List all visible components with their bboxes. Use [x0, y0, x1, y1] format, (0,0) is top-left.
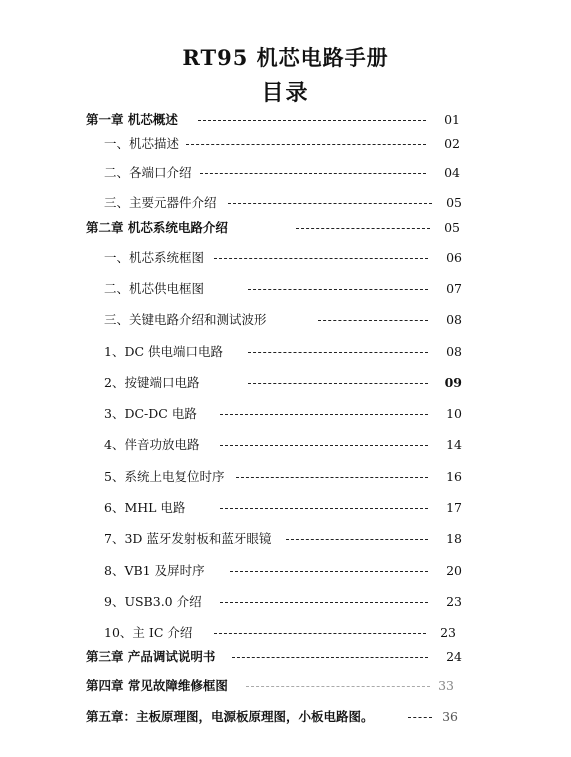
toc-entry-label: 4、伴音功放电路	[104, 437, 200, 452]
toc-page-number: 33	[438, 678, 454, 693]
toc-leader-dots	[236, 477, 428, 478]
toc-page-number: 05	[446, 195, 462, 210]
toc-entry-label: 二、各端口介绍	[104, 165, 192, 180]
toc-leader-dots	[214, 258, 428, 259]
toc-heading: 目录	[261, 80, 310, 106]
toc-entry-label: 6、MHL 电路	[104, 500, 186, 515]
toc-leader-dots	[246, 686, 430, 687]
toc-leader-dots	[230, 571, 428, 572]
toc-entry-label: 二、机芯供电框图	[104, 281, 205, 296]
document-title: RT95 机芯电路手册	[182, 45, 389, 70]
toc-entry-label: 第五章：主板原理图，电源板原理图，小板电路图。	[86, 709, 374, 724]
toc-page-number: 16	[446, 469, 462, 484]
toc-leader-dots	[286, 539, 428, 540]
toc-leader-dots	[200, 173, 426, 174]
toc-leader-dots	[220, 508, 428, 509]
toc-entry-label: 一、机芯系统框图	[104, 250, 205, 265]
toc-leader-dots	[248, 383, 428, 384]
toc-leader-dots	[186, 144, 426, 145]
toc-page-number: 17	[446, 500, 462, 515]
toc-leader-dots	[296, 228, 430, 229]
toc-page-number: 07	[446, 281, 462, 296]
toc-leader-dots	[220, 414, 428, 415]
toc-page-number: 08	[446, 312, 462, 327]
toc-entry-label: 8、VB1 及屏时序	[104, 563, 205, 578]
toc-entry-label: 5、系统上电复位时序	[104, 469, 225, 484]
toc-leader-dots	[228, 203, 432, 204]
toc-leader-dots	[220, 602, 428, 603]
toc-page-number: 23	[440, 625, 456, 640]
toc-leader-dots	[214, 633, 426, 634]
toc-page-number: 09	[444, 375, 462, 390]
toc-entry-label: 一、机芯描述	[104, 136, 180, 151]
toc-page-number: 01	[444, 112, 460, 127]
toc-page-number: 36	[442, 709, 458, 724]
toc-leader-dots	[220, 445, 428, 446]
toc-entry-label: 第三章 产品调试说明书	[86, 649, 216, 664]
toc-entry-label: 三、主要元器件介绍	[104, 195, 217, 210]
toc-page-number: 10	[446, 406, 462, 421]
toc-leader-dots	[318, 320, 428, 321]
toc-page-number: 20	[446, 563, 462, 578]
toc-leader-dots	[232, 657, 428, 658]
toc-entry-label: 1、DC 供电端口电路	[104, 344, 224, 359]
toc-page-number: 23	[446, 594, 462, 609]
toc-page-number: 02	[444, 136, 460, 151]
toc-page-number: 14	[446, 437, 462, 452]
toc-page-number: 24	[446, 649, 462, 664]
toc-entry-label: 9、USB3.0 介绍	[104, 594, 202, 609]
toc-page-number: 04	[444, 165, 460, 180]
toc-leader-dots	[248, 289, 428, 290]
toc-page-number: 05	[444, 220, 460, 235]
toc-page-number: 06	[446, 250, 462, 265]
toc-entry-label: 3、DC-DC 电路	[104, 406, 197, 421]
toc-entry-label: 第二章 机芯系统电路介绍	[86, 220, 228, 235]
toc-entry-label: 第四章 常见故障维修框图	[86, 678, 228, 693]
toc-entry-label: 三、关键电路介绍和测试波形	[104, 312, 267, 327]
toc-entry-label: 第一章 机芯概述	[86, 112, 178, 127]
toc-page-number: 08	[446, 344, 462, 359]
toc-page-number: 18	[446, 531, 462, 546]
toc-leader-dots	[198, 120, 426, 121]
toc-entry-label: 7、3D 蓝牙发射板和蓝牙眼镜	[104, 531, 272, 546]
toc-leader-dots	[248, 352, 428, 353]
toc-entry-label: 2、按键端口电路	[104, 375, 200, 390]
toc-entry-label: 10、主 IC 介绍	[104, 625, 193, 640]
